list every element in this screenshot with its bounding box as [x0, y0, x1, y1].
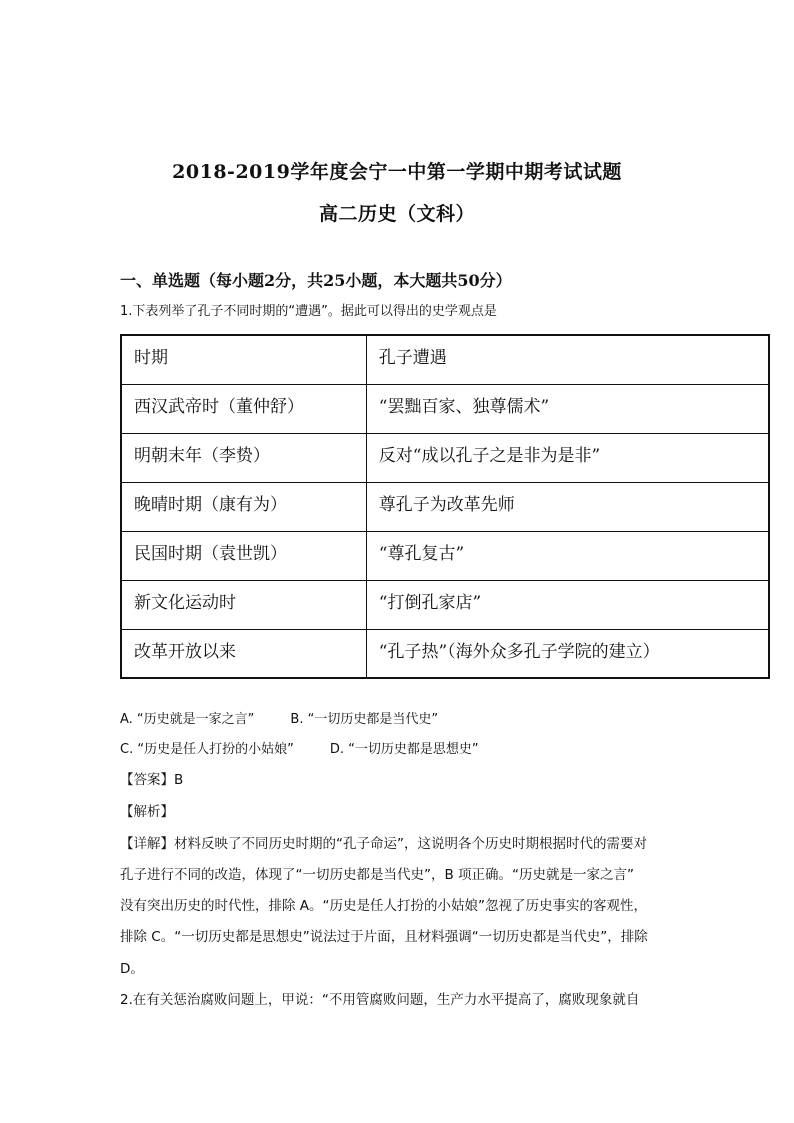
- option-b: B. “一切历史都是当代史”: [290, 712, 439, 727]
- table-row: [121, 433, 769, 482]
- page-subtitle: 高二历史（文科）: [318, 203, 475, 225]
- detail-line: 排除 C。“一切历史都是思想史”说法过于片面，且材料强调“一切历史都是当代史”，排除: [120, 929, 648, 945]
- table-row: [121, 384, 769, 433]
- history-table: [120, 334, 770, 679]
- table-cell: 新文化运动时: [121, 580, 366, 629]
- detail-line: 【详解】材料反映了不同历史时期的“孔子命运”，这说明各个历史时期根据时代的需要对: [120, 836, 647, 852]
- table-cell: 尊孔子为改革先师: [366, 482, 769, 531]
- table-cell: 晚晴时期（康有为）: [121, 482, 366, 531]
- table-cell: “罢黜百家、独尊儒术”: [366, 384, 769, 433]
- table-header-cell: 时期: [121, 335, 366, 384]
- options-row-2: [120, 738, 515, 757]
- detail-line: 孔子进行不同的改造，体现了“一切历史都是当代史”，B 项正确。“历史就是一家之言”: [120, 867, 635, 883]
- question-1-stem: 1.下表列举了孔子不同时期的“遭遇”。据此可以得出的史学观点是: [120, 304, 497, 319]
- page-title: 2018-2019学年度会宁一中第一学期中期考试试题: [172, 161, 622, 183]
- table-row: [121, 531, 769, 580]
- table-cell: 西汉武帝时（董仲舒）: [121, 384, 366, 433]
- table-cell: “打倒孔家店”: [366, 580, 769, 629]
- table-cell: 明朝末年（李贽）: [121, 433, 366, 482]
- detail-line: 没有突出历史的时代性，排除 A。“历史是任人打扮的小姑娘”忽视了历史事实的客观性，: [120, 898, 648, 914]
- detail-line: D。: [120, 961, 144, 977]
- table-cell: “尊孔复古”: [366, 531, 769, 580]
- table-cell: 民国时期（袁世凯）: [121, 531, 366, 580]
- question-2-stem: 2.在有关惩治腐败问题上，甲说：“不用管腐败问题，生产力水平提高了，腐败现象就自: [120, 992, 640, 1008]
- table-cell: 改革开放以来: [121, 629, 366, 678]
- table-row: [121, 580, 769, 629]
- table-header-row: [121, 335, 769, 384]
- option-d: D. “一切历史都是思想史”: [329, 742, 479, 757]
- table-row: [121, 482, 769, 531]
- option-a: A. “历史就是一家之言”: [120, 712, 255, 727]
- table-cell: 反对“成以孔子之是非为是非”: [366, 433, 769, 482]
- table-row: [121, 629, 769, 678]
- analysis-label: 【解析】: [120, 804, 174, 820]
- table-header-cell: 孔子遭遇: [366, 335, 769, 384]
- options-row-1: [120, 708, 474, 727]
- answer-line: 【答案】B: [120, 772, 184, 788]
- section-heading: 一、单选题（每小题2分，共25小题，本大题共50分）: [120, 271, 512, 290]
- table-cell: “孔子热”（海外众多孔子学院的建立）: [366, 629, 769, 678]
- option-c: C. “历史是任人打扮的小姑娘”: [120, 742, 294, 757]
